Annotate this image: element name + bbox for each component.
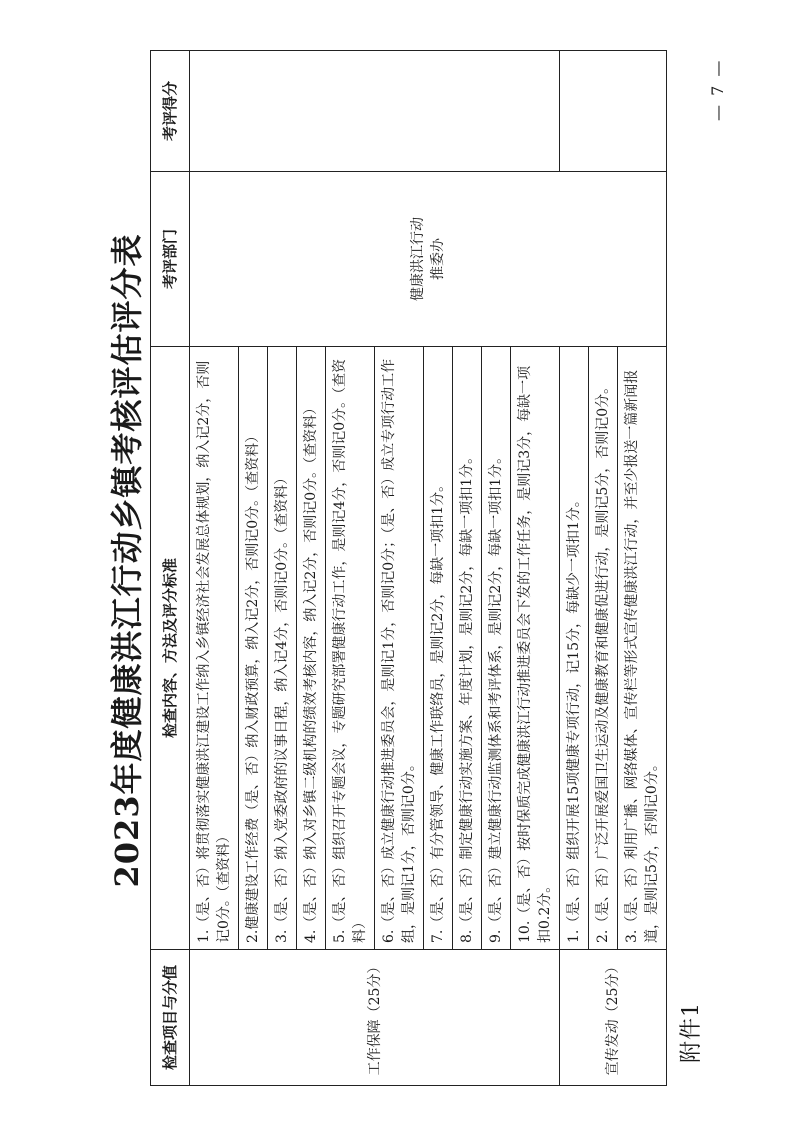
criteria-cell: 1.（是、否）组织开展15项健康专项行动，记15分，每缺少一项扣1分。 — [560, 347, 589, 950]
header-score: 考评得分 — [151, 51, 190, 172]
header-department: 考评部门 — [151, 172, 190, 347]
table-row — [190, 51, 239, 1086]
criteria-cell: 3.（是、否）利用广播、网络媒体、宣传栏等形式宣传健康洪江行动，并至少报送一篇新闻报道，是则记5分，否则记0分。 — [618, 347, 667, 950]
criteria-cell: 6.（是、否）成立健康行动推进委员会，是则记1分，否则记0分；（是、否）成立专项行动工作组，是则记1分，否则记0分。 — [375, 347, 424, 950]
attachment-label: 附件1 — [679, 1002, 704, 1063]
header-content: 检查内容、方法及评分标准 — [151, 347, 190, 950]
criteria-cell: 8.（是、否）制定健康行动实施方案、年度计划，是则记2分，每缺一项扣1分。 — [453, 347, 482, 950]
criteria-cell: 10.（是、否）按时保质完成健康洪江行动推进委员会下发的工作任务，是则记3分，每缺一项扣0.2分。 — [511, 347, 560, 950]
criteria-cell: 9.（是、否）建立健康行动监测体系和考评体系，是则记2分，每缺一项扣1分。 — [482, 347, 511, 950]
criteria-cell: 7.（是、否）有分管领导、健康工作联络员，是则记2分，每缺一项扣1分。 — [424, 347, 453, 950]
criteria-cell: 2.（是、否）广泛开展爱国卫生运动及健康教育和健康促进行动，是则记5分，否则记0分。 — [589, 347, 618, 950]
department-cell — [190, 172, 667, 347]
score-cell[interactable] — [560, 51, 667, 172]
project-cell: 工作保障（25分） — [190, 950, 560, 1086]
page-title: 2023年度健康洪江行动乡镇考核评估评分表 — [108, 233, 146, 888]
table-header-row — [151, 51, 190, 1086]
score-cell[interactable] — [190, 51, 560, 172]
criteria-cell: 2.健康建设工作经费（是、否）纳入财政预算，纳入记2分，否则记0分。（查资料） — [239, 347, 268, 950]
criteria-cell: 3.（是、否）纳入党委政府的议事日程，纳入记4分，否则记0分。（查资料） — [268, 347, 297, 950]
score-table — [150, 50, 667, 1086]
criteria-cell: 1.（是、否）将贯彻落实健康洪江建设工作纳入乡镇经济社会发展总体规划，纳入记2分，否则记0分。（查资料） — [190, 347, 239, 950]
department-line: 推委办 — [430, 238, 446, 280]
criteria-cell: 4.（是、否）纳入对乡镇二级机构的绩效考核内容，纳入记2分，否则记0分。（查资料） — [297, 347, 326, 950]
criteria-cell: 5.（是、否）组织召开专题会议，专题研究部署健康行动工作，是则记4分，否则记0分。（查资料） — [326, 347, 375, 950]
department-line: 健康洪江行动 — [410, 217, 426, 301]
header-project: 检查项目与分值 — [151, 950, 190, 1086]
project-cell: 宣传发动（25分） — [560, 950, 667, 1086]
page-number: — 7 — — [708, 58, 727, 121]
